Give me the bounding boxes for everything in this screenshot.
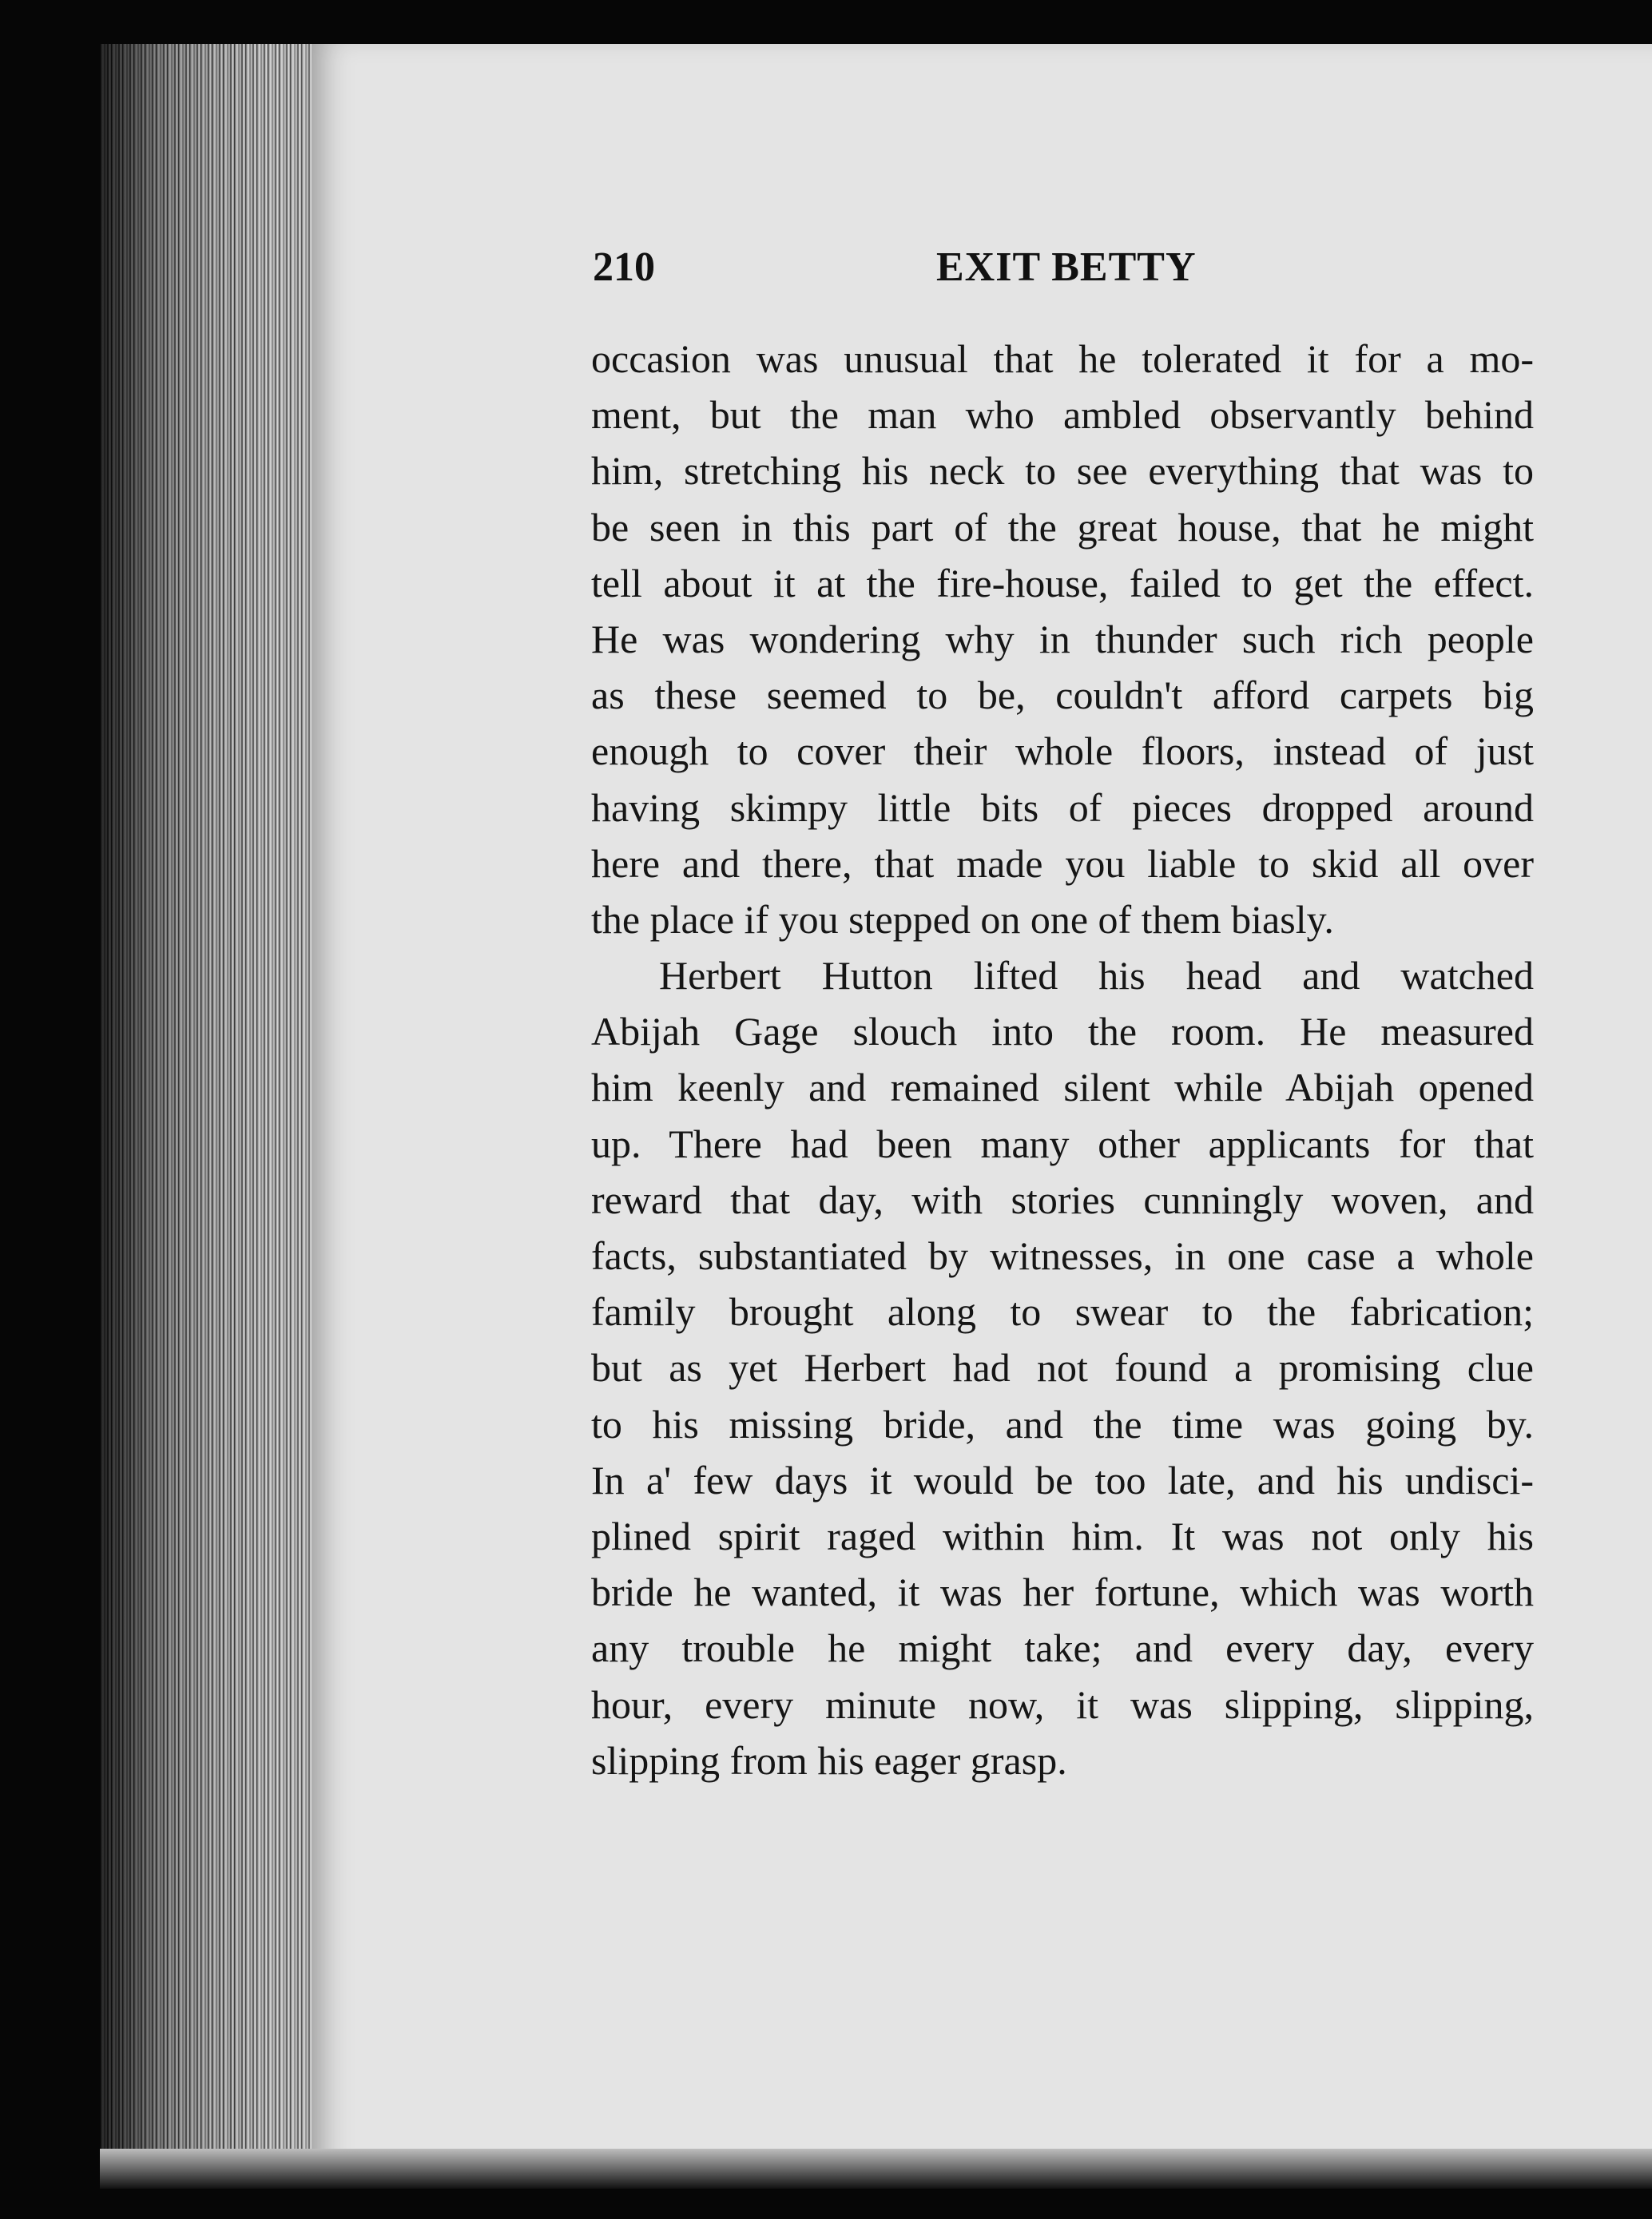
text-line: hour, every minute now, it was slipping, slipping,	[591, 1681, 1534, 1727]
text-line: slipping from his eager grasp.	[591, 1737, 1067, 1783]
text-line: be seen in this part of the great house, that he might	[591, 504, 1534, 550]
text-line: family brought along to swear to the fabrication;	[591, 1289, 1534, 1335]
text-line: here and there, that made you liable to skid all over	[591, 840, 1534, 886]
text-line: occasion was unusual that he tolerated it for a mo-	[591, 336, 1534, 381]
text-line: him, stretching his neck to see everything that was to	[591, 448, 1534, 494]
text-line: to his missing bride, and the time was going by.	[591, 1401, 1534, 1447]
page-bottom-edge	[100, 2149, 1652, 2189]
text-line: the place if you stepped on one of them biasly.	[591, 896, 1334, 942]
text-line: him keenly and remained silent while Abijah opened	[591, 1065, 1534, 1110]
text-line: but as yet Herbert had not found a promising clue	[591, 1345, 1534, 1391]
running-head	[593, 244, 1534, 308]
text-line: up. There had been many other applicants for that	[591, 1121, 1534, 1166]
page-edges-stack	[100, 44, 316, 2185]
running-title: EXIT BETTY	[936, 244, 1197, 290]
text-line: as these seemed to be, couldn't afford carpets big	[591, 673, 1534, 718]
text-line: In a' few days it would be too late, and his undisci-	[591, 1457, 1534, 1502]
text-line: plined spirit raged within him. It was not only his	[591, 1513, 1534, 1558]
text-line: having skimpy little bits of pieces dropped around	[591, 784, 1534, 830]
text-line: enough to cover their whole floors, instead of just	[591, 728, 1534, 774]
text-line: facts, substantiated by witnesses, in one case a whole	[591, 1233, 1534, 1278]
page-number: 210	[593, 244, 655, 290]
text-line: Abijah Gage slouch into the room. He measured	[591, 1009, 1534, 1054]
text-line: any trouble he might take; and every day, every	[591, 1626, 1534, 1671]
text-line: tell about it at the fire-house, failed to get the effect.	[591, 560, 1534, 605]
text-line: bride he wanted, it was her fortune, which was worth	[591, 1570, 1534, 1615]
body-text	[591, 331, 1534, 1788]
text-line: reward that day, with stories cunningly woven, and	[591, 1177, 1534, 1222]
text-line: He was wondering why in thunder such rich people	[591, 616, 1534, 661]
paragraph-first-line: Herbert Hutton lifted his head and watched	[659, 953, 1534, 998]
text-line: ment, but the man who ambled observantly behind	[591, 392, 1534, 438]
